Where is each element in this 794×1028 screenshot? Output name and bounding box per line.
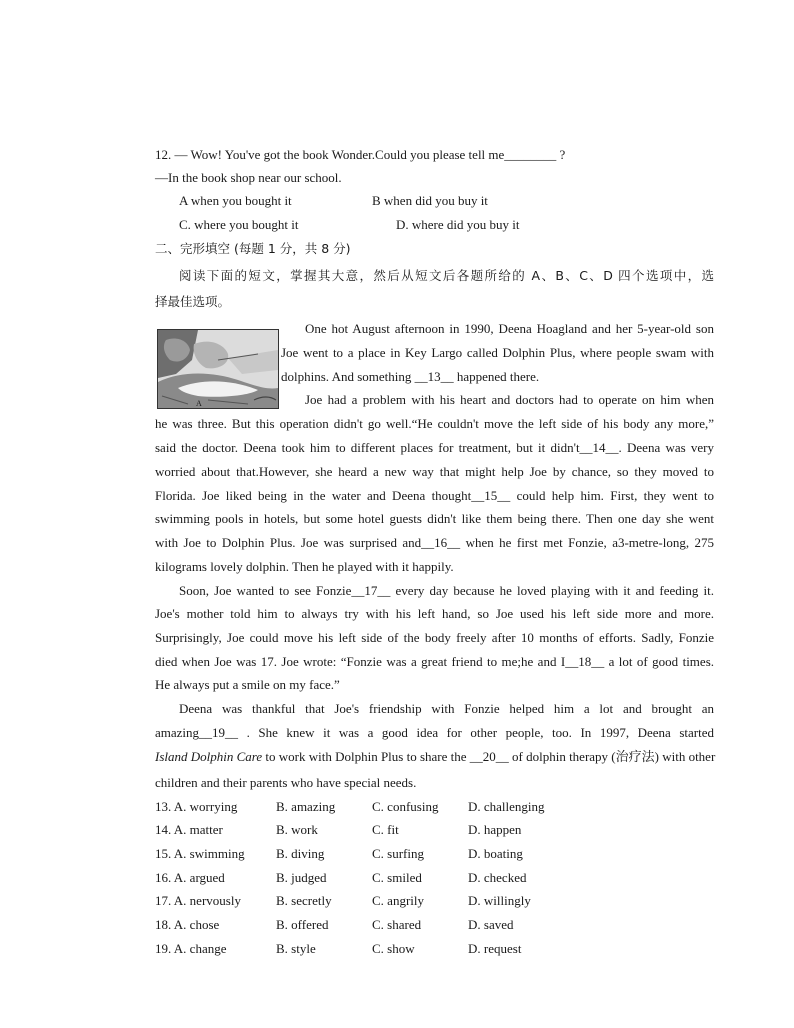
passage-line-15: died when Joe was 17. Joe wrote: “Fonzie was a great friend to me;he and I__18__ a lot of good times. [155, 654, 714, 669]
q12-option-a: A when you bought it [179, 193, 292, 208]
section-instruction-line1: 阅读下面的短文，掌握其大意，然后从短文后各题所给的 A、B、C、D 四个选项中，选 [179, 268, 714, 283]
program-name: Island Dolphin Care [155, 749, 263, 764]
passage-line-16: He always put a smile on my face.” [155, 677, 340, 692]
choice-14-d: D. happen [468, 822, 522, 837]
passage-line-6: said the doctor. Deena took him to different places for treatment, but it didn't__14__. Deena was very [155, 440, 714, 455]
passage-line-8: Florida. Joe liked being in the water and Deena thought__15__ could help him. First, they went to [155, 488, 714, 503]
passage-line-3: dolphins. And something __13__ happened there. [281, 369, 540, 384]
dolphin-image-icon [158, 330, 278, 408]
choice-17-a: 17. A. nervously [155, 893, 241, 908]
choice-13-d: D. challenging [468, 799, 545, 814]
passage-line-5: he was three. But this operation didn't go well.“He couldn't move the left side of his body any more,” [155, 416, 714, 431]
choice-14-b: B. work [276, 822, 318, 837]
choice-18-b: B. offered [276, 917, 329, 932]
passage-line-19-text: to work with Dolphin Plus to share the __20__ of dolphin therapy (治疗法) with other [262, 749, 716, 764]
choice-19-c: C. show [372, 941, 415, 956]
choice-18-d: D. saved [468, 917, 514, 932]
choice-13-b: B. amazing [276, 799, 336, 814]
choice-13-c: C. confusing [372, 799, 439, 814]
passage-line-17: Deena was thankful that Joe's friendship with Fonzie helped him a lot and brought an [179, 701, 714, 716]
choice-19-a: 19. A. change [155, 941, 227, 956]
choice-17-c: C. angrily [372, 893, 424, 908]
choice-14-a: 14. A. matter [155, 822, 223, 837]
passage-line-10: with Joe to Dolphin Plus. Joe was surprised and__16__ when he first met Fonzie, a3-metre-long, 275 [155, 535, 714, 550]
choice-13-a: 13. A. worrying [155, 799, 238, 814]
q12-option-b: B when did you buy it [372, 193, 488, 208]
choice-18-c: C. shared [372, 917, 422, 932]
choice-15-b: B. diving [276, 846, 325, 861]
choice-16-b: B. judged [276, 870, 327, 885]
passage-line-20: children and their parents who have special needs. [155, 775, 417, 790]
dolphin-photo [157, 329, 279, 409]
passage-line-12: Soon, Joe wanted to see Fonzie__17__ every day because he loved playing with it and feeding it. [179, 583, 714, 598]
passage-line-4: Joe had a problem with his heart and doctors had to operate on him when [305, 392, 714, 407]
choice-17-d: D. willingly [468, 893, 531, 908]
section-heading: 二、完形填空 (每题 1 分，共 8 分) [155, 241, 351, 256]
passage-line-1: One hot August afternoon in 1990, Deena Hoagland and her 5-year-old son [305, 321, 714, 336]
choice-16-c: C. smiled [372, 870, 422, 885]
choice-14-c: C. fit [372, 822, 399, 837]
q12-option-d: D. where did you buy it [396, 217, 520, 232]
choice-15-c: C. surfing [372, 846, 424, 861]
choice-17-b: B. secretly [276, 893, 332, 908]
passage-line-19 [155, 749, 714, 765]
choice-19-d: D. request [468, 941, 522, 956]
passage-line-11: kilograms lovely dolphin. Then he played with it happily. [155, 559, 454, 574]
passage-line-9: swimming pools in hotels, but some hotel guests didn't like them being there. Then one day she went [155, 511, 714, 526]
passage-line-14: Surprisingly, Joe could move his left side of the body freely after 10 months of efforts. Sadly, Fonzie [155, 630, 714, 645]
section-instruction-line2: 择最佳选项。 [155, 294, 231, 309]
choice-16-a: 16. A. argued [155, 870, 225, 885]
choice-16-d: D. checked [468, 870, 527, 885]
passage-line-18: amazing__19__ . She knew it was a good idea for other people, too. In 1997, Deena started [155, 725, 714, 740]
q12-stem: 12. — Wow! You've got the book Wonder.Could you please tell me________ ? [155, 147, 566, 162]
passage-line-7: worried about that.However, she heard a new way that might help Joe by chance, so they moved to [155, 464, 714, 479]
passage-line-13: Joe's mother told him to always try with his left hand, so Joe used his left side more and more. [155, 606, 714, 621]
q12-reply: —In the book shop near our school. [155, 170, 342, 185]
q12-option-c: C. where you bought it [179, 217, 299, 232]
passage-line-2: Joe went to a place in Key Largo called Dolphin Plus, where people swam with [281, 345, 714, 360]
choice-15-a: 15. A. swimming [155, 846, 245, 861]
choice-15-d: D. boating [468, 846, 523, 861]
choice-18-a: 18. A. chose [155, 917, 220, 932]
choice-19-b: B. style [276, 941, 316, 956]
photo-label: A [196, 399, 202, 408]
